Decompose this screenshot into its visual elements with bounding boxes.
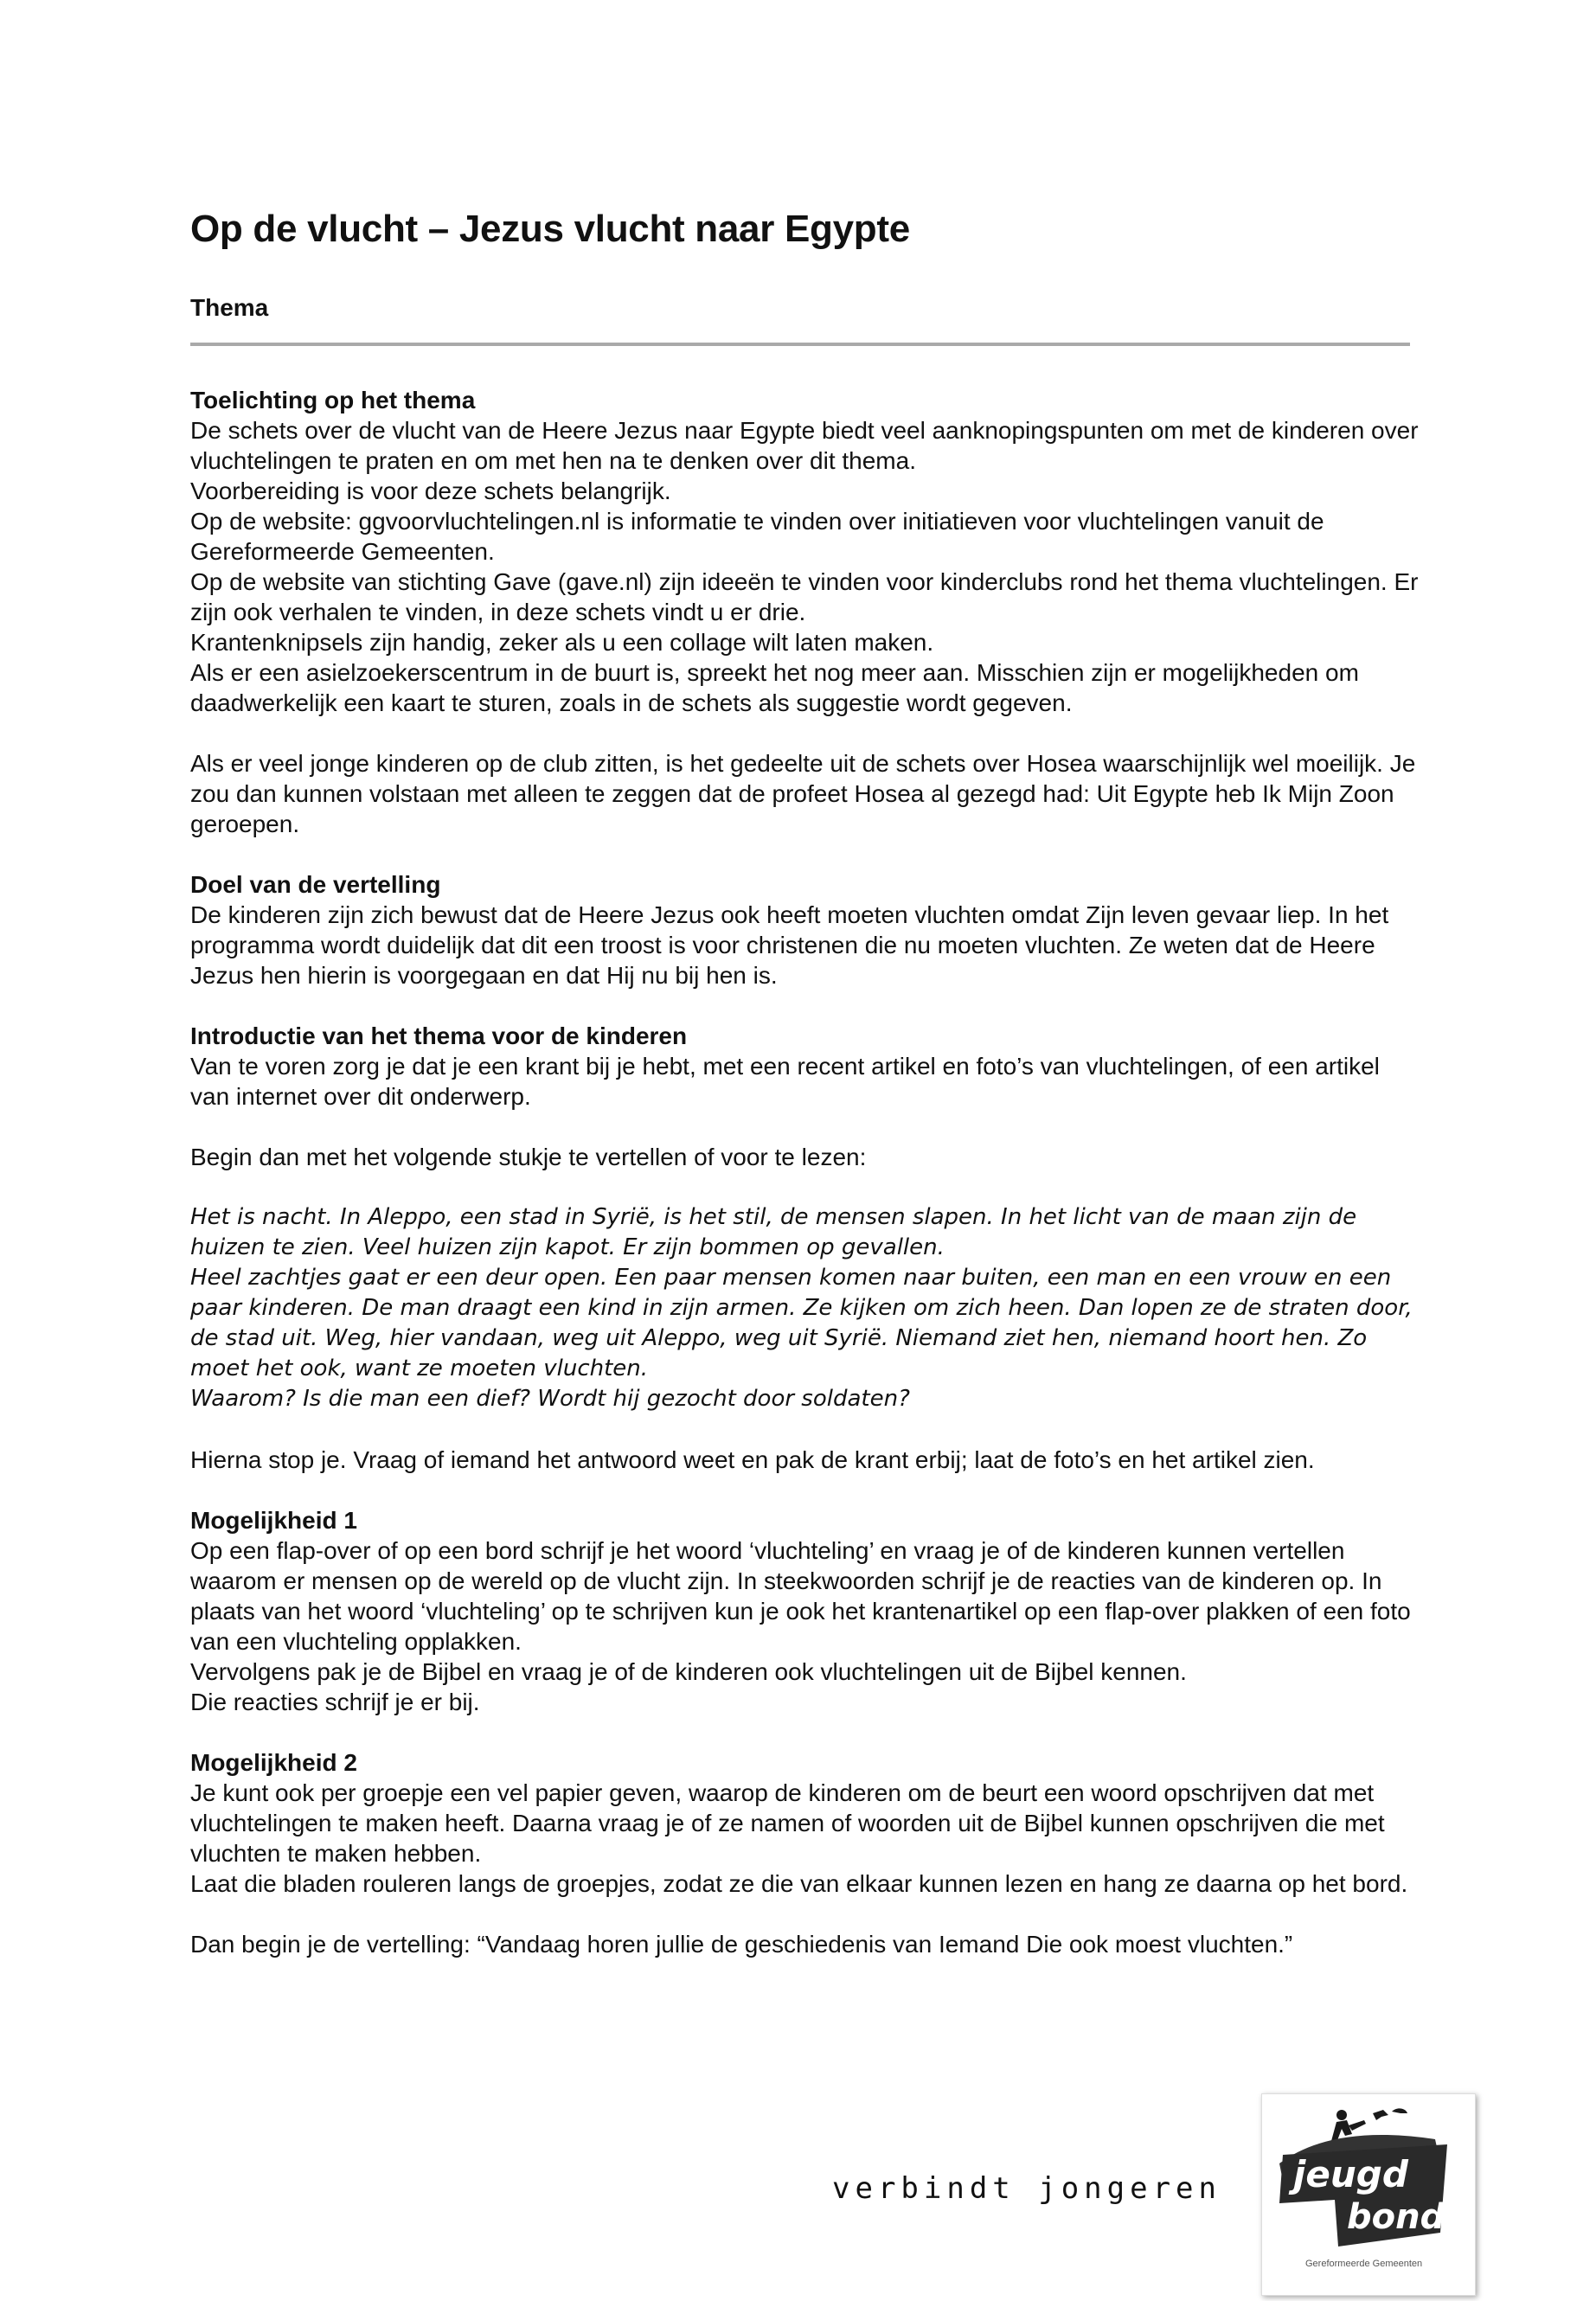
section-heading: Mogelijkheid 1 xyxy=(190,1507,357,1534)
section-hierna xyxy=(190,1445,1419,1475)
section-text: Als er veel jonge kinderen op de club zitten, is het gedeelte uit de schets over Hosea waarschijnlijk wel moeilijk. Je zou dan kunnen volstaan met alleen te zeggen dat de profeet Hosea al gezegd had: Uit Egypte heb Ik Mijn Zoon geroepen. xyxy=(190,750,1416,837)
section-mogelijkheid-2 xyxy=(190,1747,1419,1899)
section-introductie xyxy=(190,1021,1419,1112)
logo-text-bond: bond xyxy=(1347,2197,1445,2237)
section-mogelijkheid-1 xyxy=(190,1505,1419,1717)
section-text: Begin dan met het volgende stukje te vertellen of voor te lezen: xyxy=(190,1144,867,1170)
logo-caption: Gereformeerde Gemeenten xyxy=(1305,2259,1423,2269)
divider xyxy=(190,343,1410,346)
section-begin xyxy=(190,1142,1419,1172)
story-text: Het is nacht. In Aleppo, een stad in Syrië, is het stil, de mensen slapen. In het licht van de maan zijn de huizen te zien. Veel huizen zijn kapot. Er zijn bommen op gevallen. Heel zachtjes gaat er een deur open. Een paar mensen komen naar buiten, een man en een vrouw en een paar kinderen. De man draagt een kind in zijn armen. Ze kijken om zich heen. Dan lopen ze de straten door, de stad uit. Weg, hier vandaan, weg uit Aleppo, weg uit Syrië. Niemand ziet hen, niemand hoort hen. Zo moet het ook, want ze moeten vluchten. Waarom? Is die man een dief? Wordt hij gezocht door soldaten? xyxy=(190,1204,1413,1412)
section-text: Op een flap-over of op een bord schrijf je het woord ‘vluchteling’ en vraag je of de kinderen kunnen vertellen waarom er mensen op de wereld op de vlucht zijn. In steekwoorden schrijf je de reacties van de kinderen op. In plaats van het woord ‘vluchteling’ op te schrijven kun je ook het krantenartikel op een flap-over plakken of een foto van een vluchteling opplakken. Vervolgens pak je de Bijbel en vraag je of de kinderen ook vluchtelingen uit de Bijbel kennen. Die reacties schrijf je er bij. xyxy=(190,1537,1411,1715)
footer-slogan: verbindt jongeren xyxy=(832,2171,1221,2206)
section-toelichting xyxy=(190,385,1419,718)
section-heading: Doel van de vertelling xyxy=(190,871,441,898)
section-text: Hierna stop je. Vraag of iemand het antwoord weet en pak de krant erbij; laat de foto’s en het artikel zien. xyxy=(190,1446,1315,1473)
section-heading: Introductie van het thema voor de kinderen xyxy=(190,1022,688,1049)
section-vertelling xyxy=(190,1929,1419,1959)
section-text: Je kunt ook per groepje een vel papier geven, waarop de kinderen om de beurt een woord opschrijven dat met vluchtelingen te maken heeft. Daarna vraag je of ze namen of woorden uit de Bijbel kunnen opschrijven die met vluchten te maken hebben. Laat die bladen rouleren langs de groepjes, zodat ze die van elkaar kunnen lezen en hang ze daarna op het bord. xyxy=(190,1779,1408,1897)
section-heading: Toelichting op het thema xyxy=(190,387,476,413)
section-text: Van te voren zorg je dat je een krant bij je hebt, met een recent artikel en foto’s van vluchtelingen, of een artikel van internet over dit onderwerp. xyxy=(190,1053,1380,1110)
section-heading: Mogelijkheid 2 xyxy=(190,1749,357,1776)
section-text: Dan begin je de vertelling: “Vandaag horen jullie de geschiedenis van Iemand Die ook moest vluchten.” xyxy=(190,1931,1293,1958)
section-subtitle: Thema xyxy=(190,294,269,321)
section-text: De kinderen zijn zich bewust dat de Heere Jezus ook heeft moeten vluchten omdat Zijn leven gevaar liep. In het programma wordt duidelijk dat dit een troost is voor christenen die nu moeten vluchten. Ze weten dat de Heere Jezus hen hierin is voorgegaan en dat Hij nu bij hen is. xyxy=(190,901,1389,989)
logo-text-jeugd: jeugd xyxy=(1293,2153,1408,2195)
section-verhaal xyxy=(190,1202,1419,1414)
section-jonge-kinderen xyxy=(190,748,1419,839)
jeugdbond-logo xyxy=(1261,2093,1476,2296)
section-text: De schets over de vlucht van de Heere Jezus naar Egypte biedt veel aanknopingspunten om met de kinderen over vluchtelingen te praten en om met hen na te denken over dit thema. Voorbereiding is voor deze schets belangrijk. Op de website: ggvoorvluchtelingen.nl is informatie te vinden over initiatieven voor vluchtelingen vanuit de Gereformeerde Gemeenten. Op de website van stichting Gave (gave.nl) zijn ideeën te vinden voor kinderclubs rond het thema vluchtelingen. Er zijn ook verhalen te vinden, in deze schets vindt u er drie. Krantenknipsels zijn handig, zeker als u een collage wilt laten maken. Als er een asielzoekerscentrum in de buurt is, spreekt het nog meer aan. Misschien zijn er mogelijkheden om daadwerkelijk een kaart te sturen, zoals in de schets als suggestie wordt gegeven. xyxy=(190,417,1419,716)
page-title: Op de vlucht – Jezus vlucht naar Egypte xyxy=(190,208,910,250)
document-body xyxy=(190,385,1419,1959)
section-doel xyxy=(190,869,1419,990)
